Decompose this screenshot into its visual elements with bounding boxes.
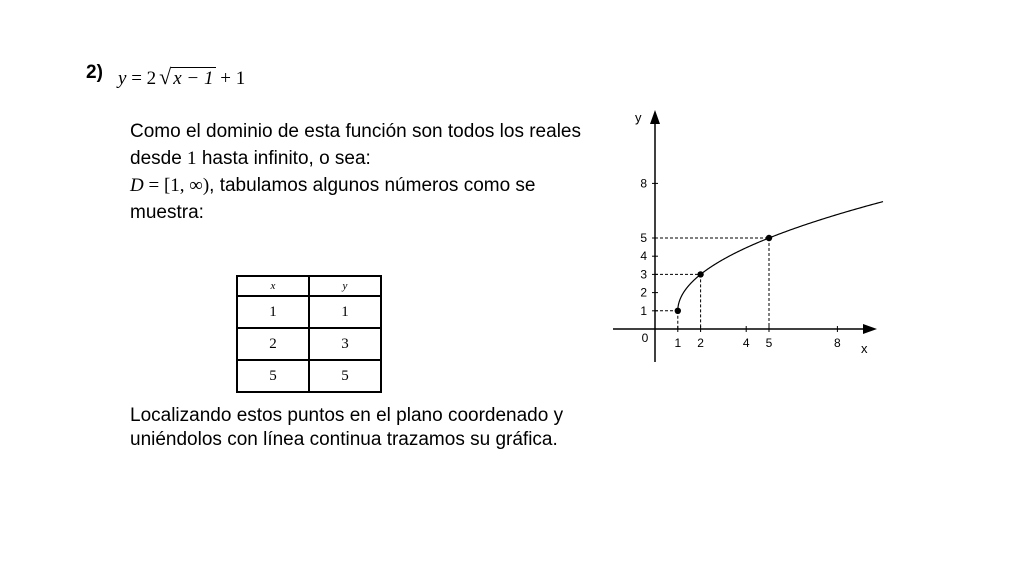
p1-number-one: 1: [187, 148, 197, 169]
y-axis-arrow-icon: [650, 110, 660, 124]
formula-tail: + 1: [220, 68, 246, 89]
problem-number: 2): [86, 62, 103, 83]
x-axis-arrow-icon: [863, 324, 877, 334]
formula-eq: = 2: [131, 68, 157, 89]
data-point: [697, 271, 703, 277]
p1-text-1: Como el dominio de esta función son todos los reales desde: [130, 121, 581, 169]
data-point: [766, 235, 772, 241]
conclusion-paragraph: Localizando estos puntos en el plano coordenado y uniéndolos con línea continua trazamos su gráfica.: [130, 405, 564, 450]
explanation-paragraph: [130, 118, 600, 226]
domain-symbol: D: [130, 175, 144, 196]
formula-radicand: x − 1: [173, 68, 214, 89]
table-cell: 3: [309, 328, 381, 360]
y-tick-label: 2: [640, 285, 647, 300]
table-cell: 1: [237, 296, 309, 328]
values-table: [236, 275, 382, 393]
function-formula: [118, 64, 245, 90]
table-cell: 1: [309, 296, 381, 328]
function-graph: [605, 100, 890, 365]
x-tick-label: 4: [742, 336, 750, 350]
table-header-row: [237, 276, 381, 296]
y-tick-label: 5: [640, 231, 647, 245]
x-tick-label: 8: [834, 336, 841, 350]
y-tick-label: 1: [640, 303, 647, 318]
x-tick-label: 1: [674, 336, 682, 350]
table-row: [237, 296, 381, 328]
x-axis-label: x: [861, 341, 868, 356]
x-tick-label: 5: [765, 336, 773, 350]
p1-text-3: , tabulamos algunos números como se muestra:: [130, 175, 536, 223]
table-cell: 2: [237, 328, 309, 360]
y-tick-label: 8: [640, 176, 647, 191]
y-tick-label: 4: [640, 249, 647, 264]
y-tick-label: 3: [640, 267, 647, 282]
function-curve: [678, 202, 883, 311]
p1-text-2: hasta infinito, o sea:: [196, 148, 371, 169]
table-cell: 5: [309, 360, 381, 392]
table-header-x: x: [237, 276, 309, 296]
formula-lhs: y: [118, 68, 127, 89]
data-point: [675, 308, 681, 314]
x-tick-label: 2: [697, 336, 704, 350]
domain-interval: = [1, ∞): [143, 175, 210, 196]
y-axis-label: y: [635, 110, 642, 125]
table-row: [237, 360, 381, 392]
table-cell: 5: [237, 360, 309, 392]
table-header-y: y: [309, 276, 381, 296]
origin-label: 0: [641, 331, 649, 345]
sqrt-symbol-icon: √: [159, 64, 172, 89]
table-row: [237, 328, 381, 360]
